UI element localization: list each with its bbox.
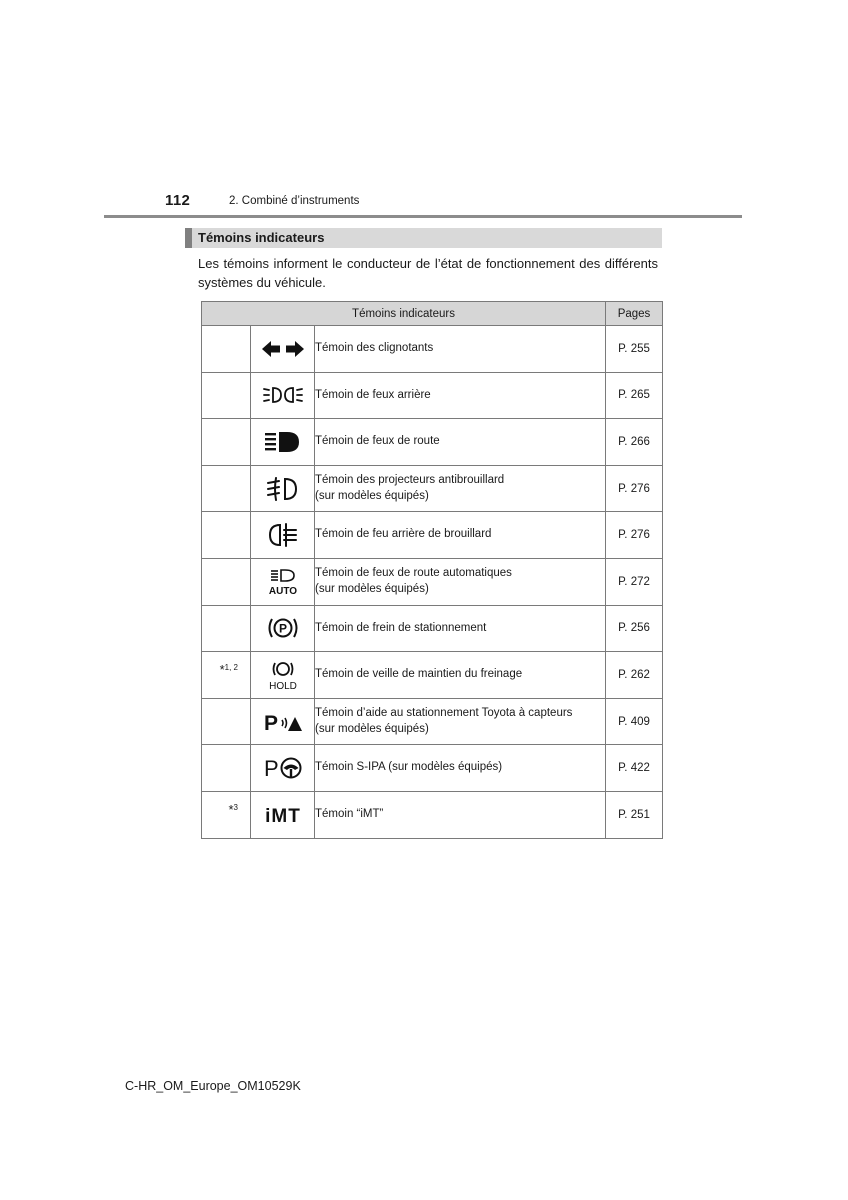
description-line-1: Témoin de frein de stationnement xyxy=(315,621,487,634)
icon-cell xyxy=(251,745,315,792)
description-cell xyxy=(315,698,606,745)
parking-p-label: P xyxy=(278,621,287,636)
description-cell xyxy=(315,652,606,699)
page-ref: P. 422 xyxy=(606,745,663,792)
footnote-mark: *$^3$ xyxy=(228,801,238,817)
table-row xyxy=(202,698,663,745)
description-line-2: (sur modèles équipés) xyxy=(315,489,429,502)
footnote-cell xyxy=(202,791,251,838)
table-row xyxy=(202,605,663,652)
description-cell xyxy=(315,791,606,838)
footnote-cell xyxy=(202,512,251,559)
tail-light-icon xyxy=(263,386,303,404)
description-line-2: (sur modèles équipés) xyxy=(315,582,429,595)
document-code: C-HR_OM_Europe_OM10529K xyxy=(125,1079,301,1093)
footnote-mark: *$^{1, 2}$ xyxy=(219,662,238,678)
description-line-1: Témoin d’aide au stationnement Toyota à capteurs xyxy=(315,707,573,720)
table-row xyxy=(202,558,663,605)
rear-fog-light-icon xyxy=(268,523,298,547)
icon-cell xyxy=(251,419,315,466)
table-row xyxy=(202,652,663,699)
chapter-title: 2. Combiné d’instruments xyxy=(229,195,360,207)
page-ref: P. 255 xyxy=(606,326,663,373)
footnote-cell xyxy=(202,465,251,512)
imt-label: iMT xyxy=(264,805,301,826)
icon-cell xyxy=(251,652,315,699)
table-row xyxy=(202,465,663,512)
page-number: 112 xyxy=(165,192,191,209)
icon-cell xyxy=(251,698,315,745)
front-fog-light-icon xyxy=(267,477,299,501)
icon-cell xyxy=(251,605,315,652)
table-row xyxy=(202,326,663,373)
page-ref: P. 251 xyxy=(606,791,663,838)
auto-label: AUTO xyxy=(268,585,297,595)
description-line-1: Témoin “iMT” xyxy=(315,807,384,820)
column-header-indicators: Témoins indicateurs xyxy=(202,302,606,326)
footnote-cell xyxy=(202,558,251,605)
description-cell xyxy=(315,465,606,512)
parking-sensor-icon xyxy=(264,711,302,733)
table-row xyxy=(202,745,663,792)
page-ref: P. 265 xyxy=(606,372,663,419)
s-ipa-icon xyxy=(264,756,302,780)
footnote-cell xyxy=(202,745,251,792)
table-row xyxy=(202,512,663,559)
table-header-row xyxy=(202,302,663,326)
sensor-p-label: P xyxy=(263,711,278,733)
table-row xyxy=(202,419,663,466)
page-ref: P. 256 xyxy=(606,605,663,652)
page-ref: P. 276 xyxy=(606,465,663,512)
description-line-1: Témoin de feu arrière de brouillard xyxy=(315,528,492,541)
indicator-table xyxy=(201,301,663,839)
description-cell xyxy=(315,419,606,466)
page-ref: P. 262 xyxy=(606,652,663,699)
section-heading: Témoins indicateurs xyxy=(185,228,662,248)
description-line-1: Témoin de feux de route automatiques xyxy=(315,567,512,580)
high-beam-icon xyxy=(265,431,301,453)
icon-cell xyxy=(251,558,315,605)
brake-hold-icon xyxy=(267,660,299,690)
page-ref: P. 409 xyxy=(606,698,663,745)
description-cell xyxy=(315,558,606,605)
description-line-1: Témoin de veille de maintien du freinage xyxy=(315,668,523,681)
hold-label: HOLD xyxy=(268,680,297,690)
icon-cell xyxy=(251,465,315,512)
description-line-1: Témoin S-IPA (sur modèles équipés) xyxy=(315,761,503,774)
description-cell xyxy=(315,512,606,559)
footnote-cell xyxy=(202,698,251,745)
description-cell xyxy=(315,372,606,419)
intro-paragraph: Les témoins informent le conducteur de l’état de fonctionnement des différents systèmes du véhicule. xyxy=(198,256,658,290)
page-ref: P. 272 xyxy=(606,558,663,605)
icon-cell xyxy=(251,512,315,559)
description-line-1: Témoin de feux arrière xyxy=(315,388,431,401)
description-cell xyxy=(315,745,606,792)
footnote-cell xyxy=(202,372,251,419)
footnote-cell xyxy=(202,652,251,699)
description-line-2: (sur modèles équipés) xyxy=(315,722,429,735)
footnote-cell xyxy=(202,419,251,466)
description-line-1: Témoin de feux de route xyxy=(315,435,440,448)
table-row xyxy=(202,372,663,419)
page-ref: P. 266 xyxy=(606,419,663,466)
description-line-1: Témoin des projecteurs antibrouillard xyxy=(315,474,505,487)
column-header-pages: Pages xyxy=(606,302,663,326)
parking-brake-icon xyxy=(266,615,300,641)
footnote-cell xyxy=(202,605,251,652)
icon-cell xyxy=(251,791,315,838)
description-line-1: Témoin des clignotants xyxy=(315,342,434,355)
header-rule xyxy=(104,215,742,218)
turn-signal-arrows-icon xyxy=(262,340,304,358)
description-cell xyxy=(315,326,606,373)
footnote-cell xyxy=(202,326,251,373)
icon-cell xyxy=(251,326,315,373)
description-cell xyxy=(315,605,606,652)
automatic-high-beam-icon xyxy=(267,569,299,595)
imt-icon xyxy=(261,804,305,826)
page-ref: P. 276 xyxy=(606,512,663,559)
s-ipa-p-label: P xyxy=(263,756,279,781)
icon-cell xyxy=(251,372,315,419)
table-row xyxy=(202,791,663,838)
